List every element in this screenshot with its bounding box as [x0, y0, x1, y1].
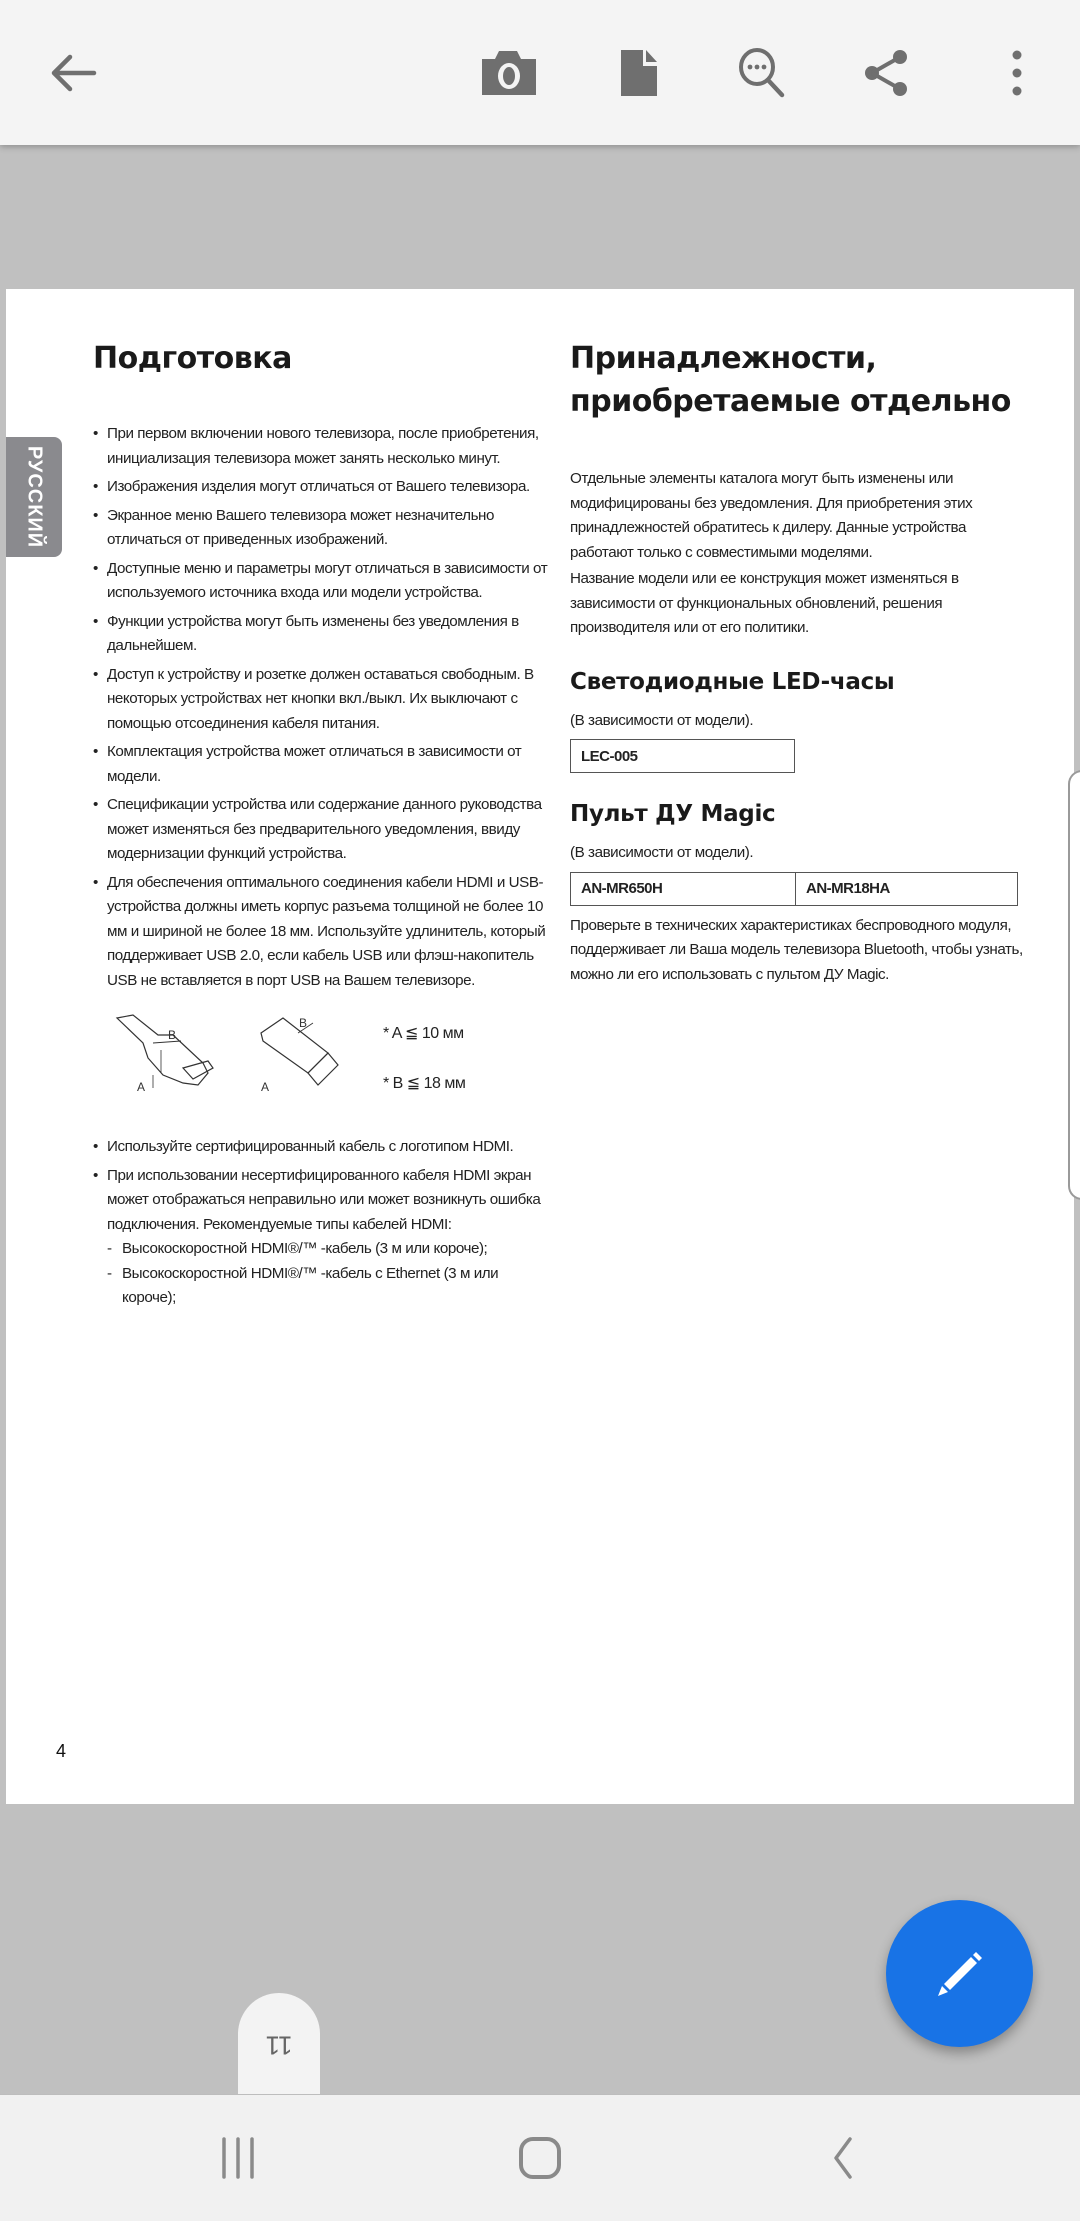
model-name: AN-MR650H [571, 873, 796, 905]
accessories-intro: Отдельные элементы каталога могут быть изменены или модифицированы без уведомления. Для приобретения этих принадлежностей обратитесь к дилеру. Данные устройства работают только с совместимыми моделями. [570, 470, 973, 561]
list-item: - Высокоскоростной HDMI®/™ -кабель с Ethernet (3 м или короче); [107, 1262, 548, 1311]
document-page[interactable] [6, 289, 1074, 1804]
back-arrow-icon[interactable] [38, 38, 108, 108]
model-name: LEC-005 [581, 747, 638, 765]
recent-apps-icon[interactable] [203, 2133, 273, 2183]
page-indicator[interactable]: 11 [238, 1993, 320, 2103]
led-model-box [570, 739, 795, 773]
camera-icon[interactable] [474, 38, 544, 108]
list-item: • Комплектация устройства может отличаться в зависимости от модели. [93, 740, 548, 789]
hdmi-connector-illustration [113, 1013, 223, 1098]
list-item: • Изображения изделия могут отличаться от Вашего телевизора. [93, 475, 548, 500]
list-item: • Функции устройства могут быть изменены без уведомления в дальнейшем. [93, 610, 548, 659]
hdmi-list [93, 1135, 548, 1237]
edit-fab-button[interactable] [886, 1900, 1033, 2047]
magic-model-table [570, 872, 1018, 906]
magic-remote-note: (В зависимости от модели). [570, 844, 754, 861]
language-tab: РУССКИЙ [6, 437, 62, 557]
system-navigation-bar [0, 2094, 1080, 2221]
led-clock-note: (В зависимости от модели). [570, 711, 754, 729]
list-item: • Для обеспечения оптимального соединения кабели HDMI и USB-устройства должны иметь корпус разъема толщиной не более 10 мм и шириной не более 18 мм. Используйте удлинитель, который поддерживает USB 2.0, если кабель USB или флэш-накопитель USB не вставляется в порт USB на Вашем телевизоре. [93, 871, 548, 994]
accessories-note: Название модели или ее конструкция может изменяться в зависимости от функциональных обновлений, решения производителя или от его политики. [570, 570, 959, 636]
dimension-a-label: * A ≦ 10 мм [383, 1025, 464, 1042]
left-column [93, 337, 548, 1311]
connector-dimension-diagram [93, 1005, 548, 1125]
model-name: AN-MR18HA [806, 880, 890, 897]
section-title-preparation: Подготовка [93, 341, 292, 376]
preparation-list [93, 422, 548, 993]
edge-panel-handle[interactable] [1068, 770, 1080, 1200]
svg-text:A: A [137, 1080, 146, 1094]
list-item: • При первом включении нового телевизора, после приобретения, инициализация телевизора может занять несколько минут. [93, 422, 548, 471]
list-item: • При использовании несертифицированного кабеля HDMI экран может отображаться неправильно или может возникнуть ошибка подключения. Рекомендуемые типы кабелей HDMI: [93, 1164, 548, 1238]
share-icon[interactable] [852, 38, 922, 108]
usb-flash-illustration [253, 1013, 353, 1098]
svg-text:B: B [299, 1016, 308, 1030]
back-icon[interactable] [808, 2133, 878, 2183]
search-text-icon[interactable] [728, 38, 798, 108]
section-title-accessories: Принадлежности, приобретаемые отдельно [570, 341, 1011, 419]
pencil-icon [930, 1944, 990, 2004]
right-column [570, 337, 1030, 987]
list-item: - Высокоскоростной HDMI®/™ -кабель (3 м или короче); [107, 1237, 548, 1262]
more-options-icon[interactable] [982, 38, 1052, 108]
led-clock-heading: Светодиодные LED-часы [570, 668, 895, 695]
list-item: • Доступ к устройству и розетке должен оставаться свободным. В некоторых устройствах нет кнопки вкл./выкл. Их выключают с помощью отсоединения кабеля питания. [93, 663, 548, 737]
home-icon[interactable] [505, 2133, 575, 2183]
top-toolbar [0, 0, 1080, 145]
dimension-b-label: * B ≦ 18 мм [383, 1075, 466, 1092]
magic-remote-heading: Пульт ДУ Magic [570, 801, 776, 827]
svg-text:A: A [261, 1080, 270, 1094]
document-icon[interactable] [604, 38, 674, 108]
page-number: 4 [56, 1741, 67, 1761]
list-item: • Используйте сертифицированный кабель с логотипом HDMI. [93, 1135, 548, 1160]
svg-text:B: B [168, 1028, 177, 1042]
hdmi-cable-types-list [93, 1237, 548, 1311]
list-item: • Спецификации устройства или содержание данного руководства может изменяться без предварительного уведомления, ввиду модернизации функций устройства. [93, 793, 548, 867]
list-item: • Доступные меню и параметры могут отличаться в зависимости от используемого источника входа или модели устройства. [93, 557, 548, 606]
magic-remote-description: Проверьте в технических характеристиках беспроводного модуля, поддерживает ли Ваша модель телевизора Bluetooth, чтобы узнать, можно ли его использовать с пультом ДУ Magic. [570, 916, 1023, 983]
list-item: • Экранное меню Вашего телевизора может незначительно отличаться от приведенных изображений. [93, 504, 548, 553]
